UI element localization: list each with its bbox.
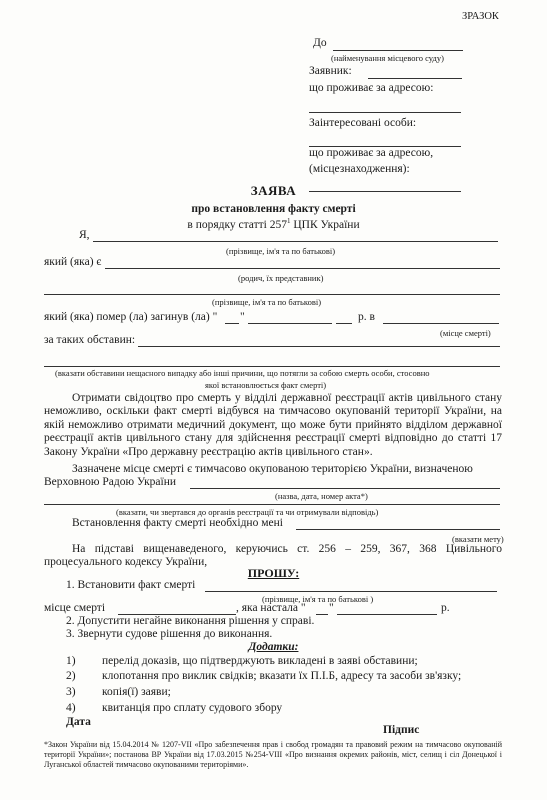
relation-line[interactable] [105, 268, 500, 269]
death-year-suffix: р. в [358, 311, 375, 323]
purpose-hint: (вказати мету) [452, 534, 504, 544]
attachment-2-text: клопотання про виклик свідків; вказати їх П.І.Б, адресу та засоби зв'язку; [102, 670, 462, 682]
territory-text-2: Верховною Радою України [44, 476, 177, 488]
happened-day-line[interactable] [316, 614, 328, 615]
to-label: До [313, 37, 327, 49]
request-1-hint: (прізвище, ім'я та по батькові ) [262, 594, 374, 604]
request-heading: ПРОШУ: [247, 566, 300, 580]
death-day-line[interactable] [225, 323, 239, 324]
explanation-paragraph: Отримати свідоцтво про смерть у відділі державної реєстрації актів цивільного стану неможливо, оскільки факт смерті відбувся на тимчасово окупованій території України, на якій неможливо отримати медичний документ, що може бути прийнято відділом державної реєстрації актів цивільного стану для здійснення реєстрації смерті відповідно до статті 17 Закону України «Про державну реєстрацію актів цивільного стан». [44, 392, 502, 458]
footnote: *Закон України від 15.04.2014 № 1207-VII «Про забезпечення прав і свобод громадян та правовий режим на тимчасово окупованій території України»; постанова ВР України від 17.03.2015 №254-VIII «Про визнання окремих районів, міст, селищ і сіл Донецької і Луганської областей тимчасово окупованими територіями». [44, 740, 502, 769]
deceased-name-hint: (прізвище, ім'я та по батькові) [212, 297, 322, 307]
circumstances-line-1[interactable] [138, 346, 500, 347]
circumstances-hint-2: якої встановлюється факт смерті) [205, 380, 327, 390]
circumstances-hint-1: (вказати обставини нещасного випадку або інші причини, що потягли за собою смерть особи, стосовно [55, 368, 430, 378]
document-subtitle: про встановлення факту смерті [191, 203, 356, 215]
request-2-text: 2. Допустити негайне виконання рішення у справі. [66, 615, 315, 627]
request-3-text: 3. Звернути судове рішення до виконання. [66, 628, 273, 640]
attachment-1-text: перелід доказів, що підтверджують викладені в заяві обставини; [102, 655, 418, 667]
who-is-label: який (яка) є [44, 256, 102, 268]
document-subtitle-article: в порядку статті $257^1$ ЦПК України [187, 217, 360, 231]
applicant-name-line[interactable] [93, 241, 498, 242]
applicant-address-line[interactable] [309, 112, 461, 113]
died-label: який (яка) помер (ла) загинув (ла) " [44, 311, 218, 323]
deceased-name-line[interactable] [44, 294, 500, 295]
attachment-2-number: 2) [66, 670, 76, 682]
interested-label: Заінтересовані особи: [309, 117, 417, 129]
attachment-4-number: 4) [66, 702, 76, 714]
death-place-line[interactable] [383, 323, 499, 324]
i-label: Я, [79, 229, 90, 241]
attachment-3-text: копія(ї) заяви; [102, 686, 171, 698]
happened-month-line[interactable] [337, 614, 437, 615]
court-line[interactable] [333, 50, 463, 51]
relation-hint: (родич, їх представник) [238, 273, 324, 283]
happened-label: , яка настала " [236, 602, 306, 614]
purpose-line[interactable] [296, 529, 500, 530]
applicant-name-hint: (прізвище, ім'я та по батькові) [226, 246, 336, 256]
registry-hint: (вказати, чи звертався до органів реєстрації та чи отримували відповідь) [116, 507, 379, 517]
attachment-1-number: 1) [66, 655, 76, 667]
circumstances-label: за таких обставин: [44, 334, 136, 346]
location-label: (місцезнаходження): [309, 163, 410, 175]
signature-label: Підпис [383, 724, 420, 736]
purpose-text: Встановлення факту смерті необхідно мені [72, 517, 283, 529]
circumstances-line-2[interactable] [44, 366, 500, 367]
death-year-line[interactable] [336, 323, 352, 324]
attachment-3-number: 3) [66, 686, 76, 698]
happened-year: р. [441, 602, 450, 614]
applicant-label: Заявник: [309, 65, 352, 77]
interested-address-label: що проживає за адресою, [309, 147, 434, 159]
request-1-name-line[interactable] [205, 591, 497, 592]
death-month-line[interactable] [248, 323, 332, 324]
request-1-text: 1. Встановити факт смерті [66, 579, 196, 591]
court-hint: (найменування місцевого суду) [331, 53, 444, 63]
attachment-4-text: квитанція про сплату судового збору [102, 702, 283, 714]
happened-quote: " [329, 602, 334, 614]
attachments-heading: Додатки: [248, 641, 299, 653]
date-label: Дата [66, 716, 91, 728]
legal-basis-text-2: процесуального кодексу України, [44, 556, 208, 568]
territory-text-1: Зазначене місце смерті є тимчасово окупованою територією України, визначеною [72, 463, 473, 475]
died-quote: " [240, 311, 245, 323]
act-line[interactable] [190, 488, 500, 489]
sample-mark: ЗРАЗОК [462, 11, 499, 22]
applicant-line[interactable] [368, 78, 462, 79]
death-place-hint: (місце смерті) [440, 328, 491, 338]
legal-basis-text-1: На підставі вищенаведеного, керуючись ст. 256 – 259, 367, 368 Цивільного [72, 543, 502, 555]
document-title: ЗАЯВА [250, 183, 297, 198]
registry-line[interactable] [44, 504, 500, 505]
applicant-address-label: що проживає за адресою: [309, 82, 434, 94]
place-label: місце смерті [44, 602, 106, 614]
act-hint: (назва, дата, номер акта*) [275, 491, 368, 501]
